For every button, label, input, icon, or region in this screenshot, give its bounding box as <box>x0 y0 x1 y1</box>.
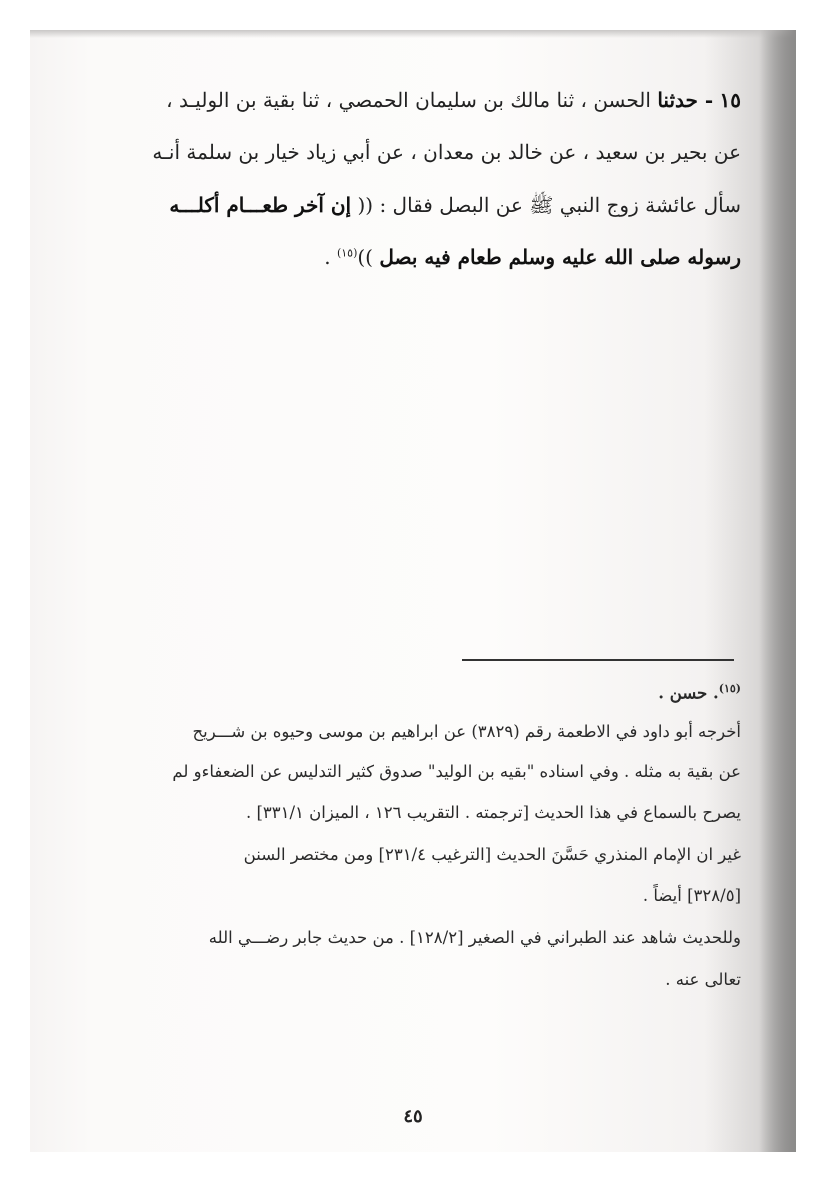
page-number: ٤٥ <box>403 1106 423 1127</box>
hadith-line-4 <box>324 245 741 269</box>
hadith-line-1-text: الحسن ، ثنا مالك بن سليمان الحمصي ، ثنا بقية بن الوليـد ، <box>166 88 651 112</box>
footnote-line: غير ان الإمام المنذري حَسَّنَ الحديث [الترغيب ٢٣١/٤] ومن مختصر السنن <box>243 845 741 864</box>
footnote-line: [٣٢٨/٥] أيضاً . <box>642 886 741 905</box>
footnote-separator <box>462 659 734 661</box>
hadith-line-3-bold: إن آخر طعـــام أكلـــه <box>169 193 352 217</box>
scanned-page <box>30 30 796 1152</box>
footnote-line: يصرح بالسماع في هذا الحديث [ترجمته . التقريب ١٢٦ ، الميزان ٣٣١/١] . <box>245 803 741 822</box>
footnote-line: أخرجه أبو داود في الاطعمة رقم (٣٨٢٩) عن ابراهيم بن موسى وحيوه بن شـــريح <box>192 722 741 741</box>
footnote-marker: (١٥) <box>718 682 741 695</box>
footnote-grade-line <box>658 682 741 703</box>
footnote-ref: (١٥) <box>336 246 358 260</box>
hadith-line-2-text: عن بحير بن سعيد ، عن خالد بن معدان ، عن أبي زياد خيار بن سلمة أنـه <box>152 140 741 164</box>
hadith-line-3-text: سأل عائشة زوج النبي ﷺ عن البصل فقال : (( <box>357 193 741 217</box>
footnote-grade: . حسن . <box>658 683 719 703</box>
hadith-label: - حدثنا <box>657 88 714 112</box>
hadith-line-1 <box>166 88 741 112</box>
binding-shadow <box>760 30 796 1152</box>
footnote-line: تعالى عنه . <box>665 970 741 989</box>
top-shadow <box>30 30 796 38</box>
footnote-line: وللحديث شاهد عند الطبراني في الصغير [١٢٨/٢] . من حديث جابر رضـــي الله <box>208 928 741 947</box>
hadith-line-2 <box>152 140 741 164</box>
hadith-line-4-bold: رسوله صلى الله عليه وسلم طعام فيه بصل <box>379 245 741 269</box>
hadith-line-4-tail: . <box>324 245 331 269</box>
footnote-line: عن بقية به مثله . وفي اسناده "بقيه بن الوليد" صدوق كثير التدليس عن الضعفاءو لم <box>172 762 741 781</box>
hadith-line-4-close: )) <box>357 245 373 269</box>
hadith-number: ١٥ <box>719 88 741 112</box>
hadith-line-3 <box>169 193 741 222</box>
